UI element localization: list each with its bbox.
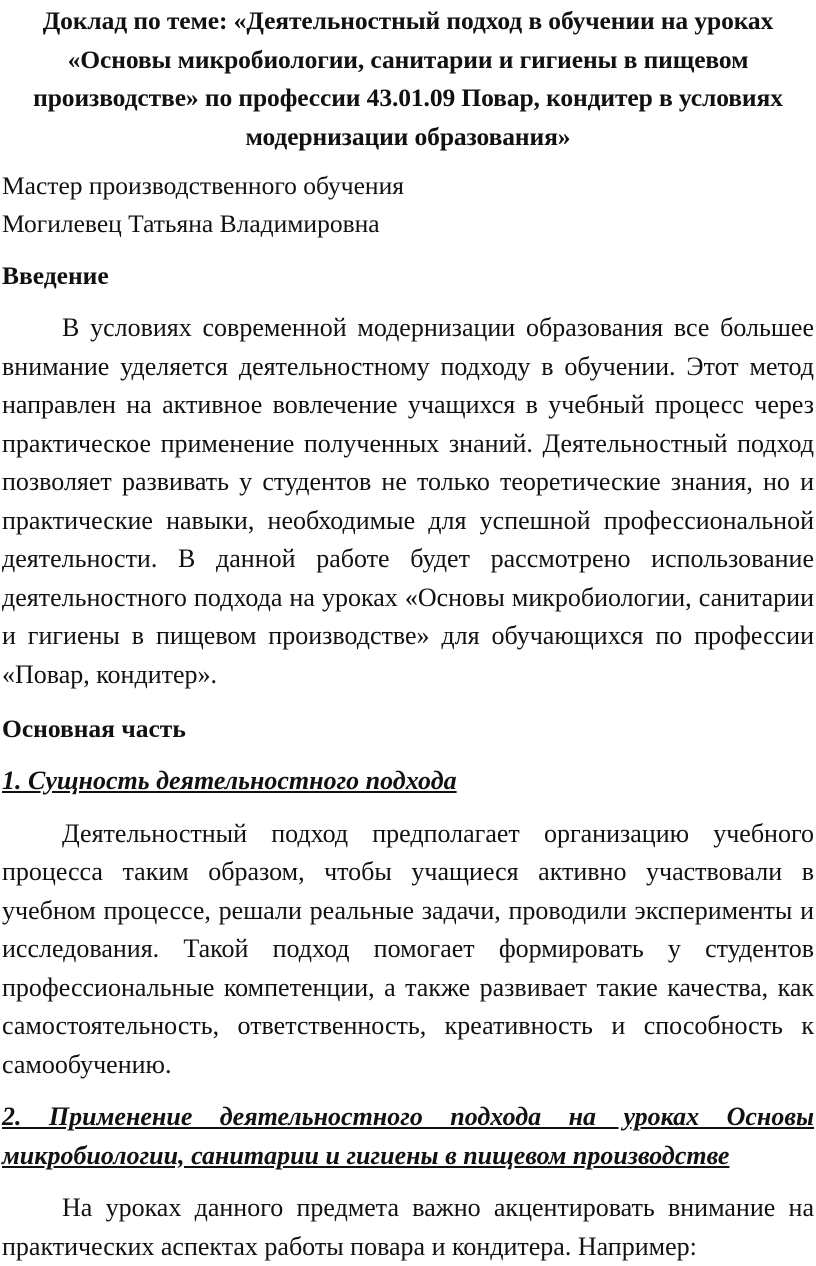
subsection-1-paragraph: Деятельностный подход предполагает организацию учебного процесса таким образом, чтобы учащиеся активно участвовали в учебном процессе, решали реальные задачи, проводили эксперименты и исследования. Такой подход помогает формировать у студентов профессиональные компетенции, а также развивает такие качества, как самостоятельность, ответственность, креативность и способность к самообучению. [2, 818, 814, 1079]
section-heading-main: Основная часть [2, 714, 186, 743]
subsection-2-paragraph: На уроках данного предмета важно акцентировать внимание на практических аспектах работы повара и кондитера. Например: [2, 1193, 814, 1261]
author-block [2, 167, 814, 243]
subsection-heading-2: 2. Применение деятельностного подхода на уроках Основы микробиологии, санитарии и гигиены в пищевом производстве [2, 1102, 814, 1170]
subsection-heading-1: 1. Сущность деятельностного подхода [2, 766, 457, 795]
author-name: Могилевец Татьяна Владимировна [2, 209, 380, 238]
author-role: Мастер производственного обучения [2, 171, 404, 200]
intro-paragraph: В условиях современной модернизации образования все большее внимание уделяется деятельностному подходу в обучении. Этот метод направлен на активное вовлечение учащихся в учебный процесс через практическое применение полученных знаний. Деятельностный подход позволяет развивать у студентов не только теоретические знания, но и практические навыки, необходимые для успешной профессиональной деятельности. В данной работе будет рассмотрено использование деятельностного подхода на уроках «Основы микробиологии, санитарии и гигиены в пищевом производстве» для обучающихся по профессии «Повар, кондитер». [2, 313, 814, 689]
document-title: Доклад по теме: «Деятельностный подход в обучении на уроках «Основы микробиологии, санитарии и гигиены в пищевом производстве» по профессии 43.01.09 Повар, кондитер в условиях модернизации образования» [33, 6, 783, 151]
section-heading-intro: Введение [2, 261, 109, 290]
